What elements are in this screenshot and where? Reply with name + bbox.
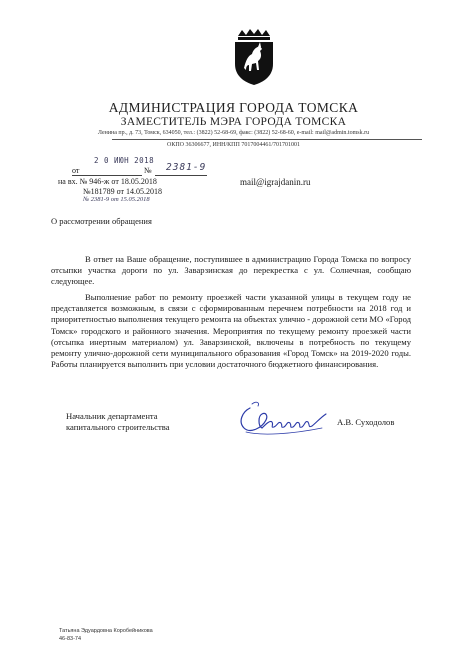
organization-title: АДМИНИСТРАЦИЯ ГОРОДА ТОМСКА: [108, 100, 359, 115]
registration-number-label: №: [144, 166, 152, 175]
tomsk-coat-of-arms-icon: [232, 28, 276, 86]
reply-reference-2: №181789 от 14.05.2018: [83, 187, 163, 196]
organization-okpo: ОКПО 36306677, ИНН/КПП 7017004461/701701001: [166, 142, 300, 148]
organization-subtitle: ЗАМЕСТИТЕЛЬ МЭРА ГОРОДА ТОМСКА: [120, 116, 347, 128]
handwritten-signature-icon: [232, 398, 334, 440]
recipient-email: mail@igrajdanin.ru: [240, 177, 311, 187]
executor-name: Татьяна Эдуардовна Коробейникова: [59, 628, 153, 634]
registration-date-stamp: 2 0 ИЮН 2018: [94, 156, 155, 165]
reply-reference-3: № 2381-9 от 15.05.2018: [83, 196, 150, 203]
reply-reference-1: на вх. № 946-ж от 18.05.2018: [58, 177, 157, 186]
organization-address: Ленина пр., д. 73, Томск, 634050, тел.: (3822) 52-68-69, факс: (3822) 52-68-60, e-mail: mail@admin.tomsk.ru: [97, 130, 370, 136]
signer-position-line-1: Начальник департамента: [66, 411, 158, 421]
registration-date-line: [72, 175, 142, 176]
registration-number-line: [155, 175, 207, 176]
body-paragraph-1: В ответ на Ваше обращение, поступившее в администрацию Города Томска по вопросу отсыпки участка дороги по ул. Заварзинская до перекрестка с ул. Солнечная, сообщаю следующее.: [51, 254, 411, 287]
registration-number-stamp: 2381-9: [166, 162, 207, 173]
body-paragraph-2: Выполнение работ по ремонту проезжей части указанной улицы в текущем году не представляется возможным, в связи с сформированным перечнем потребности на 2018 год и приоритетностью выполнения текущего ремонта на объектах улично - дорожной сети МО «Город Томск» городского и районного значения. Мероприятия по текущему ремонту проезжей части (отсыпка инертным материалом) ул. Заварзинской, включены в потребность по текущему ремонту улично-дорожной сети муниципального образования «Город Томск» на 2019-2020 годы. Работы планируется выполнить при условии достаточного бюджетного финансирования.: [51, 292, 411, 370]
header-divider: [112, 139, 422, 140]
executor-phone: 46-83-74: [59, 636, 82, 642]
letter-subject: О рассмотрении обращения: [51, 216, 152, 226]
signer-position-line-2: капитального строительства: [66, 422, 170, 432]
registration-from-label: от: [72, 166, 80, 175]
signer-name: А.В. Суходолов: [337, 417, 395, 427]
